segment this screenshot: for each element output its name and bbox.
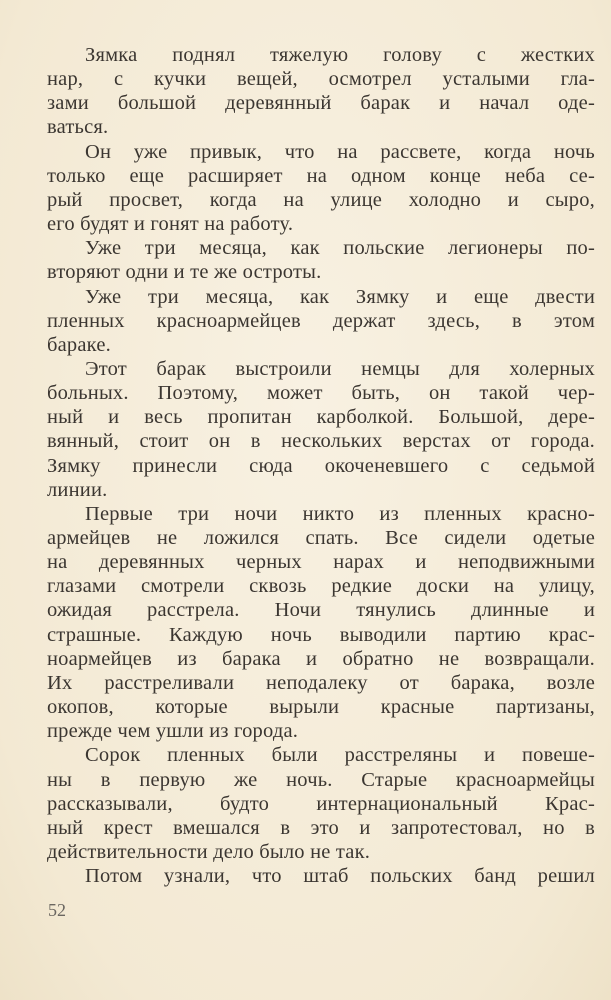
text-line: вторяют одни и те же остроты. — [47, 261, 322, 284]
text-line: глазами смотрели сквозь редкие доски на улицу, — [47, 575, 595, 598]
text-line: Первые три ночи никто из пленных красно- — [85, 502, 595, 525]
text-line: рый просвет, когда на улице холодно и сыро, — [47, 188, 595, 211]
text-line: ожидая расстрела. Ночи тянулись длинные и — [47, 599, 595, 622]
text-line: его будят и гонят на работу. — [47, 213, 294, 236]
text-line: страшные. Каждую ночь выводили партию крас- — [47, 623, 595, 646]
text-line: прежде чем ушли из города. — [47, 720, 299, 743]
text-line: ны в первую же ночь. Старые красноармейцы — [47, 768, 595, 791]
text-line: линии. — [47, 478, 108, 501]
text-line: Этот барак выстроили немцы для холерных — [85, 357, 595, 380]
text-line: ный и весь пропитан карболкой. Большой, дере- — [47, 406, 595, 429]
text-line: нар, с кучки вещей, осмотрел усталыми гла- — [47, 68, 595, 91]
text-line: ваться. — [47, 116, 109, 139]
text-line: Сорок пленных были расстреляны и повеше- — [85, 744, 595, 767]
text-line: ноармейцев из барака и обратно не возвращали. — [47, 647, 595, 670]
text-line: Уже три месяца, как польские легионеры по- — [85, 237, 595, 260]
text-line: Потом узнали, что штаб польских банд решил — [85, 865, 595, 888]
text-line: армейцев не ложился спать. Все сидели одетые — [47, 527, 595, 549]
text-line: действительности дело было не так. — [47, 840, 371, 863]
text-line: рассказывали, будто интернациональный Крас- — [47, 792, 595, 815]
text-line: пленных красноармейцев держат здесь, в этом — [47, 309, 595, 332]
text-line: Зямку принесли сюда окоченевшего с седьмой — [47, 454, 595, 477]
page-number: 52 — [48, 900, 66, 920]
text-line: бараке. — [47, 333, 111, 356]
text-line: ный крест вмешался в это и запротестовал, но в — [47, 816, 595, 839]
text-line: окопов, которые вырыли красные партизаны, — [47, 696, 595, 719]
text-line: на деревянных черных нарах и неподвижными — [47, 551, 595, 574]
text-line: вянный, стоит он в нескольких верстах от города. — [47, 430, 595, 453]
text-line: Он уже привык, что на рассвете, когда ночь — [85, 140, 595, 163]
text-line: Их расстреливали неподалеку от барака, возле — [47, 671, 595, 694]
text-line: зами большой деревянный барак и начал оде- — [47, 92, 595, 115]
text-line: Зямка поднял тяжелую голову с жестких — [85, 44, 595, 66]
text-line: только еще расширяет на одном конце неба се- — [47, 164, 595, 187]
text-line: больных. Поэтому, может быть, он такой чер- — [47, 382, 595, 405]
text-line: Уже три месяца, как Зямку и еще двести — [85, 285, 595, 308]
